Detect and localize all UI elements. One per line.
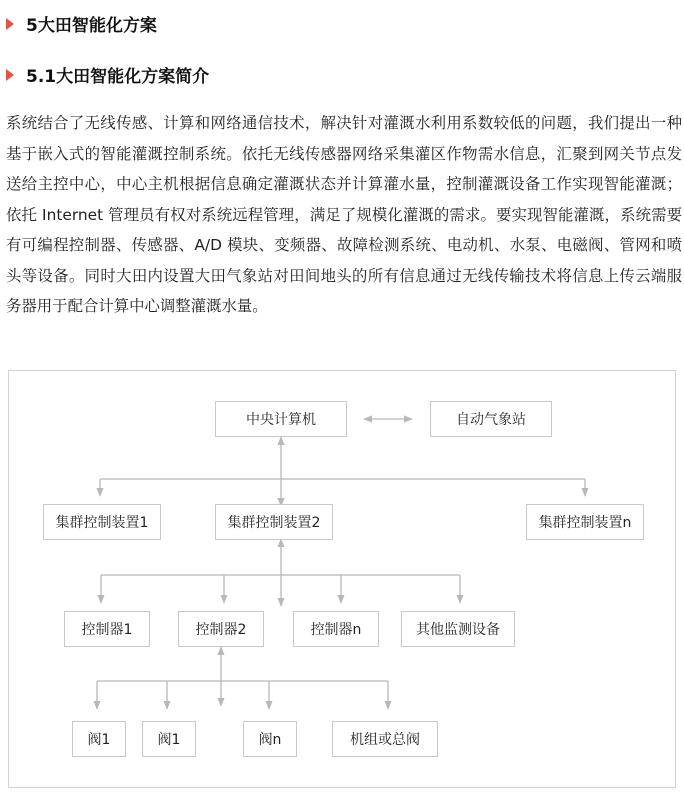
controller-node-n: 控制器n — [293, 611, 379, 647]
triangle-bullet-icon — [6, 69, 14, 81]
controller-node-2: 控制器2 — [178, 611, 264, 647]
valve-node-1: 阀1 — [72, 721, 126, 757]
triangle-bullet-icon — [6, 18, 14, 30]
system-architecture-diagram — [8, 370, 676, 788]
section-heading-text: 5大田智能化方案 — [26, 16, 157, 36]
section-heading-5-1 — [6, 62, 209, 87]
cluster-node-n: 集群控制装置n — [526, 504, 644, 540]
controller-node-1: 控制器1 — [64, 611, 150, 647]
central-computer-node: 中央计算机 — [215, 401, 347, 437]
valve-node-1b: 阀1 — [142, 721, 196, 757]
other-monitoring-node: 其他监测设备 — [401, 611, 515, 647]
main-valve-node: 机组或总阀 — [332, 721, 438, 757]
intro-paragraph: 系统结合了无线传感、计算和网络通信技术，解决针对灌溉水利用系数较低的问题，我们提出一种基于嵌入式的智能灌溉控制系统。依托无线传感器网络采集灌区作物需水信息，汇聚到网关节点发送给主控中心，中心主机根据信息确定灌溉状态并计算灌水量，控制灌溉设备工作实现智能灌溉；依托 Internet 管理员有权对系统远程管理，满足了规模化灌溉的需求。要实现智能灌溉，系统需要有可编程控制器、传感器、A/D 模块、变频器、故障检测系统、电动机、水泵、电磁阀、管网和喷头等设备。同时大田内设置大田气象站对田间地头的所有信息通过无线传输技术将信息上传云端服务器用于配合计算中心调整灌溉水量。 — [6, 114, 682, 315]
cluster-node-2: 集群控制装置2 — [215, 504, 333, 540]
weather-station-node: 自动气象站 — [430, 401, 552, 437]
subsection-heading-text: 5.1大田智能化方案简介 — [26, 67, 210, 87]
valve-node-n: 阀n — [243, 721, 297, 757]
section-heading-5 — [6, 11, 157, 36]
cluster-node-1: 集群控制装置1 — [43, 504, 161, 540]
